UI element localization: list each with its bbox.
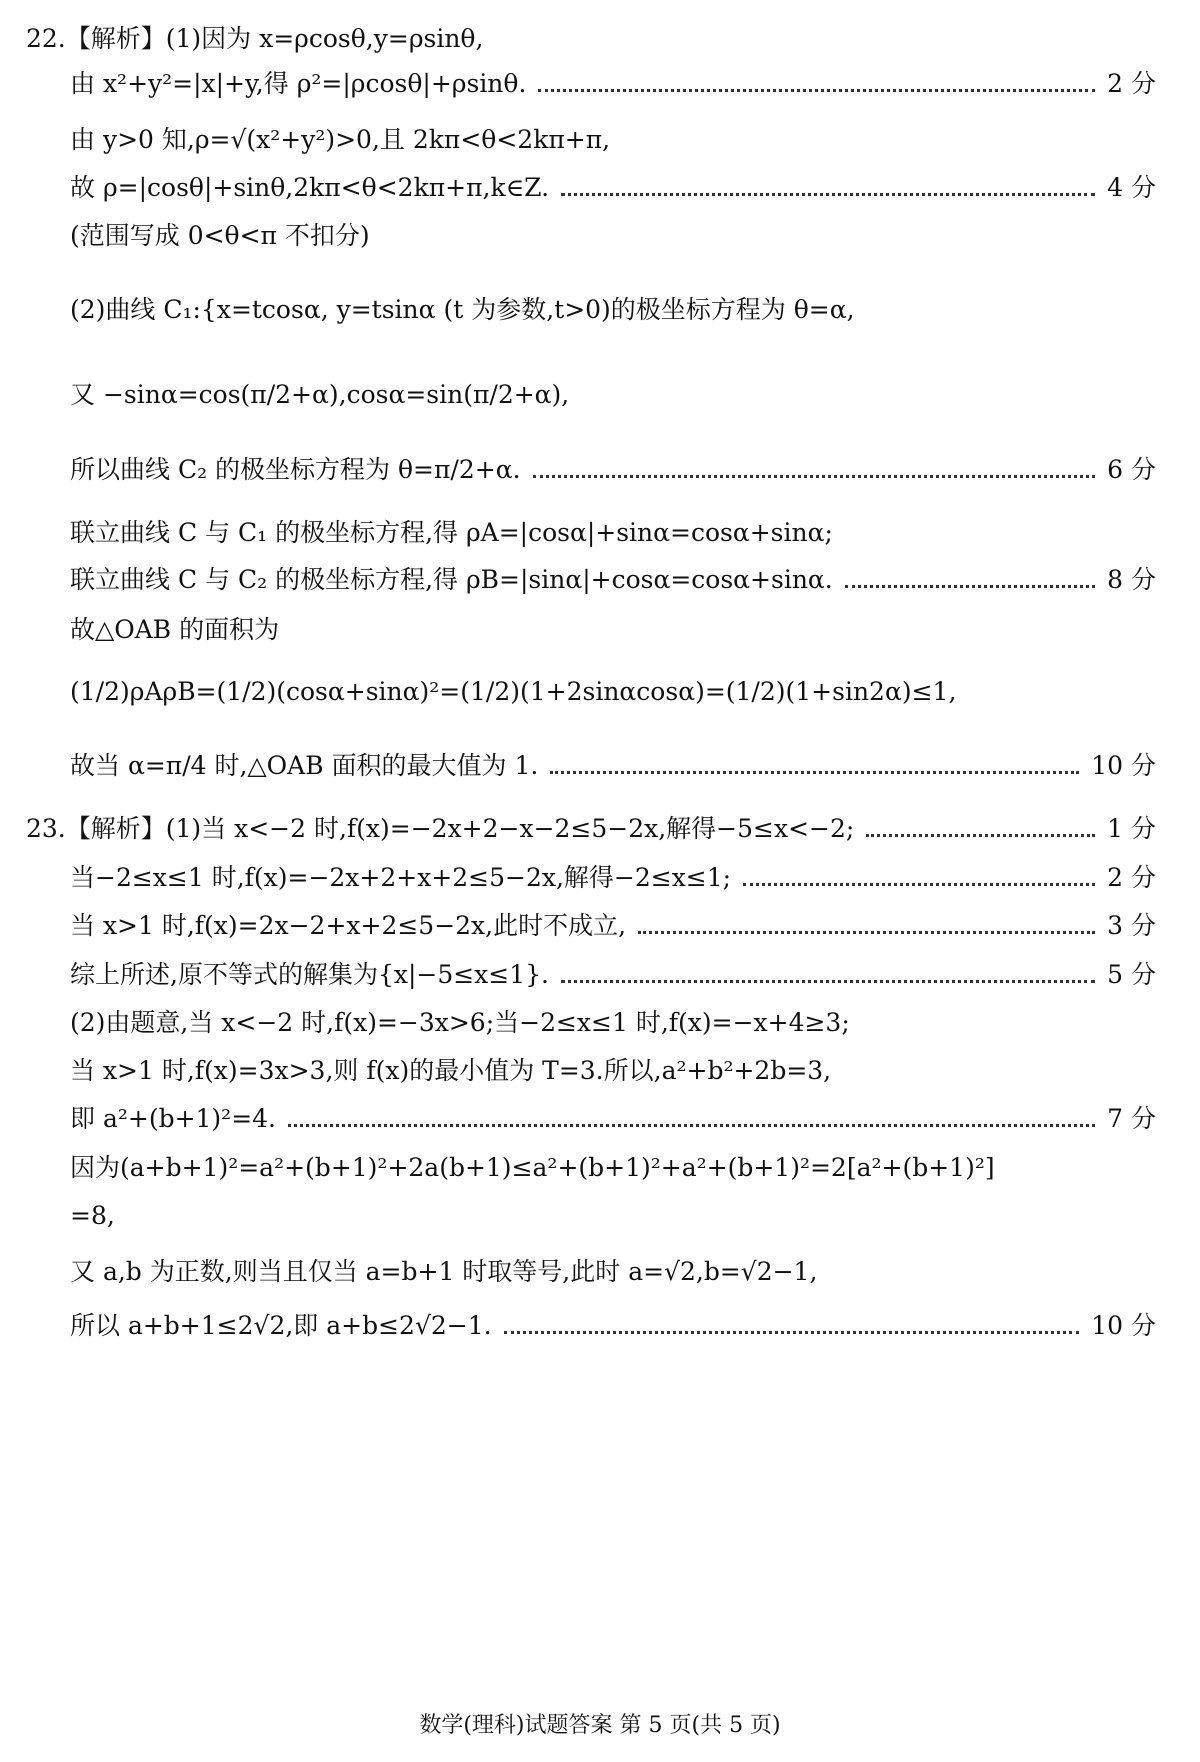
score: 2 分 (1107, 863, 1156, 892)
score: 6 分 (1107, 455, 1156, 484)
line-text: 所以 a+b+1≤2√2,即 a+b≤2√2−1. (70, 1311, 492, 1340)
score: 4 分 (1107, 173, 1156, 202)
leader-dots (538, 89, 1095, 92)
line-text: 故△OAB 的面积为 (70, 615, 280, 644)
line-23 (70, 1255, 1156, 1289)
score: 10 分 (1091, 1311, 1156, 1340)
score: 3 分 (1107, 911, 1156, 940)
leader-dots (845, 585, 1095, 588)
line-12 (70, 675, 1156, 709)
line-1 (26, 22, 1156, 56)
line-2 (70, 67, 1156, 101)
line-19 (70, 1054, 1156, 1088)
score: 1 分 (1107, 814, 1156, 843)
line-text: 联立曲线 C 与 C₂ 的极坐标方程,得 ρB=|sinα|+cosα=cosα+sinα. (70, 565, 833, 594)
leader-dots (866, 834, 1095, 837)
line-11 (70, 613, 1156, 647)
line-text: 当−2≤x≤1 时,f(x)=−2x+2+x+2≤5−2x,解得−2≤x≤1; (70, 863, 732, 892)
line-24 (70, 1309, 1156, 1343)
score: 10 分 (1091, 751, 1156, 780)
leader-dots (288, 1124, 1095, 1127)
leader-dots (561, 193, 1095, 196)
page-footer: 数学(理科)试题答案 第 5 页(共 5 页) (419, 1713, 781, 1738)
line-text: (范围写成 0<θ<π 不扣分) (70, 221, 370, 250)
line-10 (70, 563, 1156, 597)
line-text: 由 y>0 知,ρ=√(x²+y²)>0,且 2kπ<θ<2kπ+π, (70, 125, 611, 154)
leader-dots (504, 1331, 1080, 1334)
score: 7 分 (1107, 1104, 1156, 1133)
leader-dots (550, 771, 1079, 774)
line-5 (70, 219, 1156, 253)
line-22 (70, 1199, 1156, 1233)
leader-dots (561, 980, 1095, 983)
line-text: 故当 α=π/4 时,△OAB 面积的最大值为 1. (70, 751, 539, 780)
line-text: 故 ρ=|cosθ|+sinθ,2kπ<θ<2kπ+π,k∈Z. (70, 173, 550, 202)
line-text: 即 a²+(b+1)²=4. (70, 1104, 277, 1133)
score: 2 分 (1107, 69, 1156, 98)
leader-dots (638, 931, 1095, 934)
line-7 (70, 378, 1156, 412)
line-16 (70, 909, 1156, 943)
line-text: 因为(a+b+1)²=a²+(b+1)²+2a(b+1)≤a²+(b+1)²+a²+(b+1)²=2[a²+(b+1)²] (70, 1153, 995, 1182)
line-text: =8, (70, 1201, 115, 1230)
score: 8 分 (1107, 565, 1156, 594)
line-text: 又 a,b 为正数,则当且仅当 a=b+1 时取等号,此时 a=√2,b=√2−1, (70, 1257, 818, 1286)
line-8 (70, 453, 1156, 487)
line-text: 又 −sinα=cos(π/2+α),cosα=sin(π/2+α), (70, 380, 570, 409)
line-text: 23.【解析】(1)当 x<−2 时,f(x)=−2x+2−x−2≤5−2x,解得−5≤x<−2; (26, 814, 855, 843)
leader-dots (743, 883, 1095, 886)
line-text: (1/2)ρAρB=(1/2)(cosα+sinα)²=(1/2)(1+2sinαcosα)=(1/2)(1+sin2α)≤1, (70, 677, 957, 706)
line-13 (70, 749, 1156, 783)
line-text: 所以曲线 C₂ 的极坐标方程为 θ=π/2+α. (70, 455, 521, 484)
line-20 (70, 1102, 1156, 1136)
leader-dots (533, 475, 1096, 478)
line-21 (70, 1151, 1156, 1185)
line-15 (70, 861, 1156, 895)
line-text: (2)由题意,当 x<−2 时,f(x)=−3x>6;当−2≤x≤1 时,f(x)=−x+4≥3; (70, 1008, 850, 1037)
line-14 (26, 812, 1156, 846)
line-3 (70, 123, 1156, 157)
line-text: 由 x²+y²=|x|+y,得 ρ²=|ρcosθ|+ρsinθ. (70, 69, 527, 98)
line-text: 联立曲线 C 与 C₁ 的极坐标方程,得 ρA=|cosα|+sinα=cosα+sinα; (70, 518, 833, 547)
line-text: (2)曲线 C₁:{x=tcosα, y=tsinα (t 为参数,t>0)的极坐标方程为 θ=α, (70, 295, 855, 324)
line-9 (70, 516, 1156, 550)
line-text: 当 x>1 时,f(x)=3x>3,则 f(x)的最小值为 T=3.所以,a²+b²+2b=3, (70, 1056, 832, 1085)
line-18 (70, 1006, 1156, 1040)
line-text: 22.【解析】(1)因为 x=ρcosθ,y=ρsinθ, (26, 24, 484, 53)
line-17 (70, 958, 1156, 992)
line-4 (70, 171, 1156, 205)
score: 5 分 (1107, 960, 1156, 989)
line-text: 当 x>1 时,f(x)=2x−2+x+2≤5−2x,此时不成立, (70, 911, 627, 940)
line-text: 综上所述,原不等式的解集为{x|−5≤x≤1}. (70, 960, 549, 989)
line-6 (70, 293, 1156, 327)
